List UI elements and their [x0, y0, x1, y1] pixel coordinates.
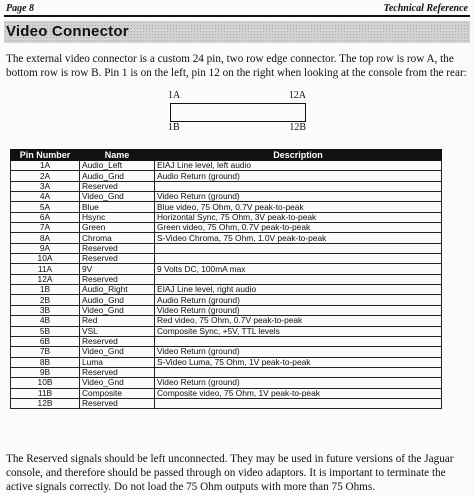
pin-description-cell: Video Return (ground)	[155, 305, 442, 315]
table-row	[11, 192, 442, 202]
pin-name-cell: Reserved	[80, 336, 155, 346]
pin-name-cell: Blue	[80, 202, 155, 212]
pin-name-cell: Red	[80, 316, 155, 326]
pin-description-cell	[155, 398, 442, 408]
pin-description-cell: Green video, 75 Ohm, 0.7V peak-to-peak	[155, 223, 442, 233]
pin-name-cell: Video_Gnd	[80, 305, 155, 315]
connector-outline	[170, 103, 306, 122]
table-row	[11, 274, 442, 284]
pin-name-cell: Reserved	[80, 181, 155, 191]
pin-number-cell: 8B	[11, 357, 80, 367]
intro-paragraph: The external video connector is a custom 24 pin, two row edge connector. The top row is row A, the bottom row is row B. Pin 1 is on the left, pin 12 on the right when looking at the console from the rear:	[6, 53, 467, 79]
table-row	[11, 295, 442, 305]
pin-number-cell: 7A	[11, 223, 80, 233]
pin-name-cell: Video_Gnd	[80, 192, 155, 202]
section-title: Technical Reference	[383, 3, 468, 14]
pin-table-header-row	[11, 150, 442, 161]
pin-number-cell: 3B	[11, 305, 80, 315]
title-band	[4, 21, 470, 43]
pin-description-cell: S-Video Chroma, 75 Ohm, 1.0V peak-to-peak	[155, 233, 442, 243]
pin-number-cell: 10B	[11, 378, 80, 388]
pin-name-cell: Video_Gnd	[80, 378, 155, 388]
pin-name-cell: Composite	[80, 388, 155, 398]
table-row	[11, 305, 442, 315]
table-row	[11, 243, 442, 253]
table-row	[11, 378, 442, 388]
pin-description-cell: Composite video, 75 Ohm, 1V peak-to-peak	[155, 388, 442, 398]
table-row	[11, 212, 442, 222]
pin-number-cell: 6B	[11, 336, 80, 346]
pin-table	[10, 149, 442, 409]
table-row	[11, 398, 442, 408]
pin-number-cell: 3A	[11, 181, 80, 191]
header-rule	[4, 15, 470, 17]
pin-number-cell: 2A	[11, 171, 80, 181]
table-row	[11, 347, 442, 357]
table-row	[11, 326, 442, 336]
pin-description-cell: S-Video Luma, 75 Ohm, 1V peak-to-peak	[155, 357, 442, 367]
pin-number-cell: 9B	[11, 367, 80, 377]
table-row	[11, 367, 442, 377]
table-row	[11, 357, 442, 367]
table-row	[11, 233, 442, 243]
pin-number-cell: 5A	[11, 202, 80, 212]
pin-name-cell: Chroma	[80, 233, 155, 243]
pin-number-cell: 7B	[11, 347, 80, 357]
pin-name-cell: VSL	[80, 326, 155, 336]
pin-description-cell	[155, 181, 442, 191]
table-row	[11, 202, 442, 212]
pin-description-cell	[155, 336, 442, 346]
pin-name-cell: Reserved	[80, 274, 155, 284]
footer-paragraph: The Reserved signals should be left unconnected. They may be used in future versions of the Jaguar console, and therefore should be passed through on video adaptors. It is important to terminate the active signals correctly. Do not load the 75 Ohm outputs with more than 75 Ohms.	[6, 453, 454, 493]
table-row	[11, 181, 442, 191]
connector-label-top-left: 1A	[168, 90, 181, 101]
pin-description-cell: EIAJ Line level, left audio	[155, 161, 442, 171]
pin-description-cell	[155, 367, 442, 377]
pin-description-cell: Video Return (ground)	[155, 347, 442, 357]
pin-number-cell: 10A	[11, 254, 80, 264]
connector-label-bottom-left: 1B	[168, 122, 180, 133]
pin-name-cell: Reserved	[80, 243, 155, 253]
table-row	[11, 336, 442, 346]
pin-description-cell: Horizontal Sync, 75 Ohm, 3V peak-to-peak	[155, 212, 442, 222]
pin-description-cell	[155, 243, 442, 253]
pin-description-cell: 9 Volts DC, 100mA max	[155, 264, 442, 274]
pin-number-cell: 4A	[11, 192, 80, 202]
pin-description-cell: EIAJ Line level, right audio	[155, 285, 442, 295]
connector-label-bottom-right: 12B	[289, 122, 306, 133]
pin-name-cell: Audio_Gnd	[80, 171, 155, 181]
pin-description-cell: Composite Sync, +5V, TTL levels	[155, 326, 442, 336]
pin-number-cell: 12A	[11, 274, 80, 284]
pin-name-cell: 9V	[80, 264, 155, 274]
pin-number-cell: 2B	[11, 295, 80, 305]
pin-number-cell: 11A	[11, 264, 80, 274]
page-number: Page 8	[6, 3, 35, 14]
table-row	[11, 254, 442, 264]
pin-description-cell: Video Return (ground)	[155, 192, 442, 202]
pin-name-cell: Reserved	[80, 398, 155, 408]
pin-name-cell: Green	[80, 223, 155, 233]
pin-description-cell	[155, 254, 442, 264]
table-row	[11, 171, 442, 181]
table-row	[11, 223, 442, 233]
pin-number-cell: 11B	[11, 388, 80, 398]
pin-number-cell: 9A	[11, 243, 80, 253]
pin-number-cell: 1A	[11, 161, 80, 171]
pin-name-cell: Audio_Right	[80, 285, 155, 295]
pin-number-cell: 6A	[11, 212, 80, 222]
pin-name-cell: Audio_Gnd	[80, 295, 155, 305]
pin-number-cell: 12B	[11, 398, 80, 408]
pin-name-cell: Luma	[80, 357, 155, 367]
pin-name-cell: Hsync	[80, 212, 155, 222]
connector-label-top-right: 12A	[288, 90, 306, 101]
pin-number-cell: 5B	[11, 326, 80, 336]
pin-name-cell: Reserved	[80, 367, 155, 377]
connector-diagram	[168, 90, 308, 134]
pin-description-cell: Audio Return (ground)	[155, 295, 442, 305]
pin-description-cell	[155, 274, 442, 284]
table-row	[11, 161, 442, 171]
header-name: Name	[80, 150, 155, 161]
page-title: Video Connector	[6, 23, 129, 40]
pin-number-cell: 1B	[11, 285, 80, 295]
pin-name-cell: Reserved	[80, 254, 155, 264]
table-row	[11, 388, 442, 398]
pin-description-cell: Audio Return (ground)	[155, 171, 442, 181]
pin-number-cell: 8A	[11, 233, 80, 243]
pin-description-cell: Blue video, 75 Ohm, 0.7V peak-to-peak	[155, 202, 442, 212]
header-pin-number: Pin Number	[11, 150, 80, 161]
pin-description-cell: Video Return (ground)	[155, 378, 442, 388]
pin-number-cell: 4B	[11, 316, 80, 326]
table-row	[11, 264, 442, 274]
header-description: Description	[155, 150, 442, 161]
pin-name-cell: Video_Gnd	[80, 347, 155, 357]
pin-table-body	[11, 161, 442, 409]
table-row	[11, 285, 442, 295]
pin-description-cell: Red video, 75 Ohm, 0.7V peak-to-peak	[155, 316, 442, 326]
pin-name-cell: Audio_Left	[80, 161, 155, 171]
table-row	[11, 316, 442, 326]
